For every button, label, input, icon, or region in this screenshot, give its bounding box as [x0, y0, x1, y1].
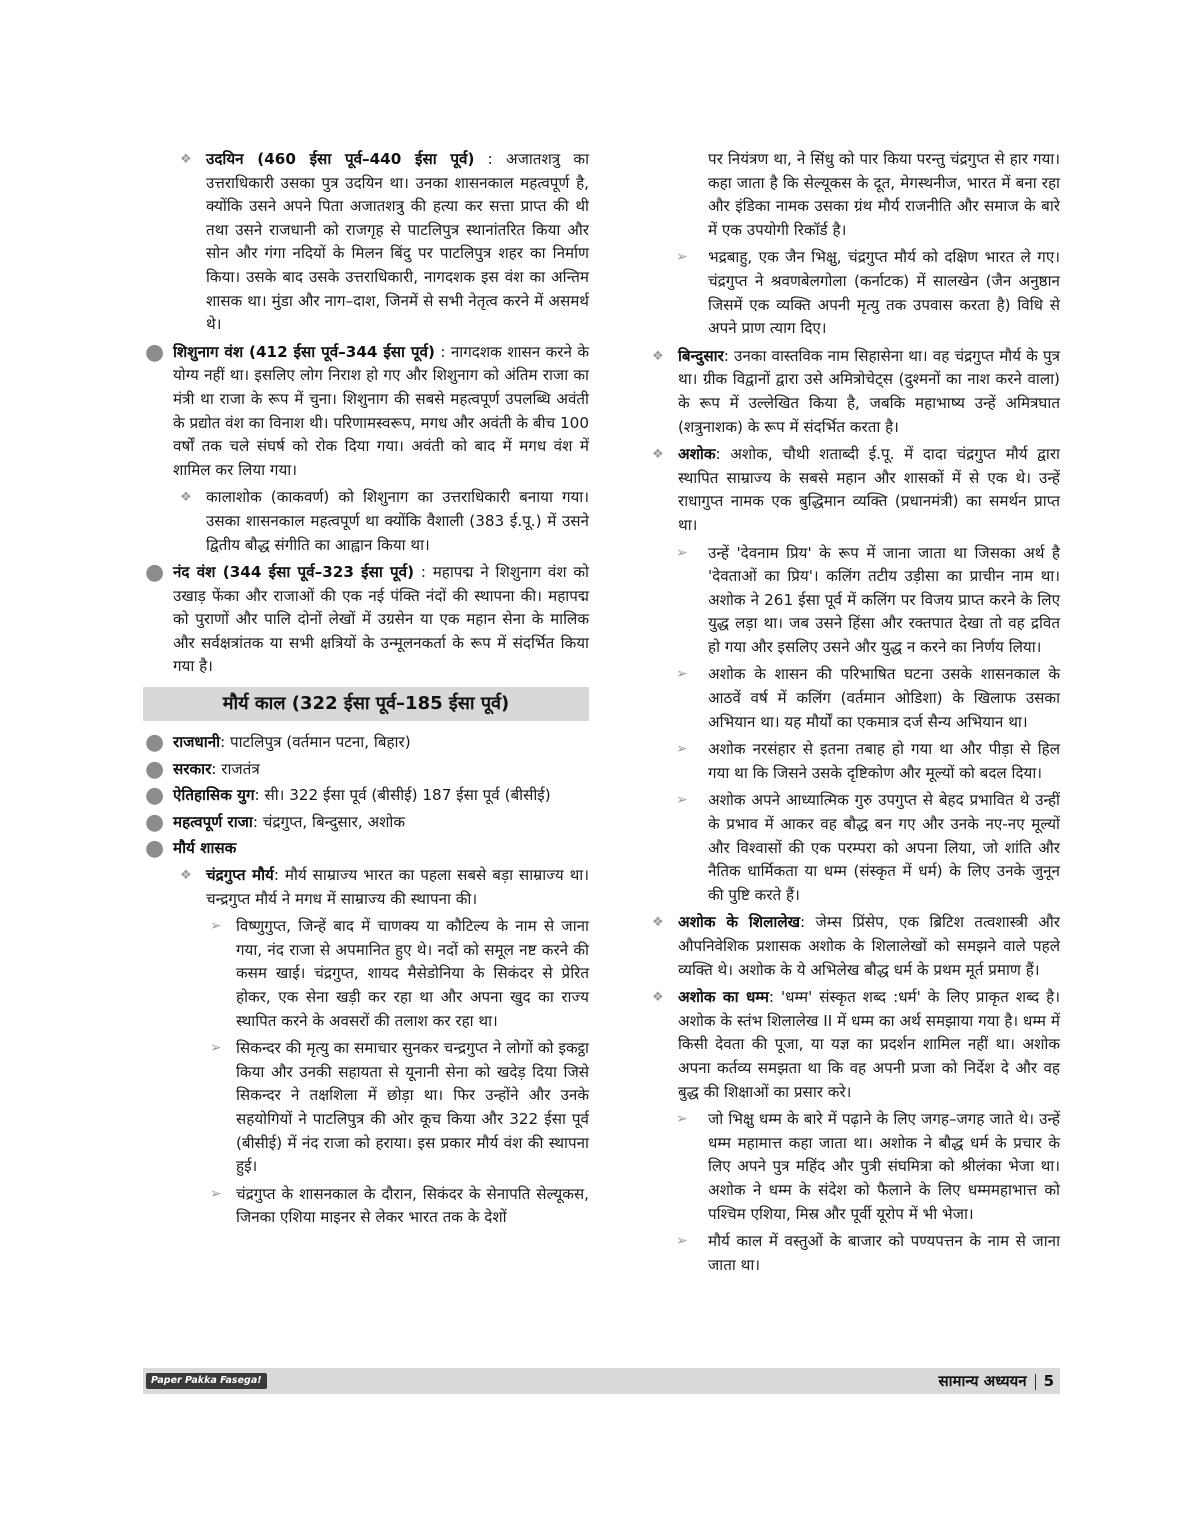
dot-bullet-icon: ●: [145, 730, 165, 756]
dhamma-point-1-text: जो भिक्षु धम्म के बारे में पढ़ाने के लिए जगह–जगह जाते थे। उन्हें धम्म महामात्त कहा जाता था। अशोक ने बौद्ध धर्म के प्रचार के लिए अपने पुत्र महिंद और पुत्री संघमित्रा को श्रीलंका भेजा था। अशोक ने धम्म के संदेश को फैलाने के लिए धम्ममहाभात्त को पश्चिम एशिया, मिस्र और पूर्वी यूरोप में भी भेजा।: [708, 1110, 1060, 1223]
right-column: [648, 148, 1060, 1281]
star-bullet-icon: ❖: [180, 868, 192, 884]
ashoka-point-4: [648, 789, 1060, 907]
ashoka-heading: अशोक: [678, 445, 716, 464]
ashoka-point-2-text: अशोक के शासन की परिभाषित घटना उसके शासनकाल के आठवें वर्ष में कलिंग (वर्तमान ओडिशा) के खिलाफ उसका अभियान था। यह मौर्यों का एकमात्र दर्ज सैन्य अभियान था।: [708, 665, 1060, 731]
ashoka-point-3: [648, 738, 1060, 785]
ashoka-point-3-text: अशोक नरसंहार से इतना तबाह हो गया था और पीड़ा से हिल गया था कि जिसने उसके दृष्टिकोण और मूल्यों को बदल दिया।: [708, 740, 1060, 782]
shishunag-heading: शिशुनाग वंश (412 ईसा पूर्व–344 ईसा पूर्व): [173, 342, 435, 361]
ashoka-point-1-text: उन्हें 'देवनाम प्रिय' के रूप में जाना जाता था जिसका अर्थ है 'देवताओं का प्रिय'। कलिंग तटीय उड़ीसा का प्राचीन नाम था। अशोक ने 261 ईसा पूर्व में कलिंग पर विजय प्राप्त करने के लिए युद्ध लड़ा था। जब उसने हिंसा और रक्तपात देखा तो वह द्रवित हो गया और इसलिए उसने और युद्ध न करने का निर्णय लिया।: [708, 543, 1060, 656]
page-number: 5: [1043, 1372, 1054, 1390]
chandragupta-point-1-text: विष्णुगुप्त, जिन्हें बाद में चाणक्य या कौटिल्य के नाम से जाना गया, नंद राजा से अपमानित हुए थे। नदों को समूल नष्ट करने की कसम खाई। चंद्रगुप्त, शायद मैसेडोनिया के सिकंदर से प्रेरित होकर, एक सेना खड़ी कर रहा था और अपना खुद का राज्य स्थापित करने के अवसरों की तलाश कर रहा था।: [236, 917, 589, 1030]
kings-label: महत्वपूर्ण राजा: [173, 812, 253, 831]
dot-bullet-icon: ●: [145, 809, 165, 835]
capital-text: : पाटलिपुत्र (वर्तमान पटना, बिहार): [220, 733, 411, 752]
arrow-bullet-icon: ➢: [210, 1040, 222, 1057]
era-label: ऐतिहासिक युग: [173, 786, 255, 805]
chandragupta-point-3: [206, 1183, 589, 1230]
era-text: : सी। 322 ईसा पूर्व (बीसीई) 187 ईसा पूर्व (बीसीई): [254, 786, 551, 805]
star-bullet-icon: ❖: [652, 990, 664, 1006]
dot-bullet-icon: ●: [145, 560, 165, 586]
government-text: : राजतंत्र: [211, 759, 260, 778]
star-bullet-icon: ❖: [652, 348, 664, 364]
chandragupta-point-4: [648, 246, 1060, 340]
edicts-entry: [648, 911, 1060, 982]
dhamma-heading: अशोक का धम्म: [678, 988, 769, 1007]
dot-bullet-icon: ●: [145, 783, 165, 809]
chandragupta-point-1: [206, 915, 589, 1033]
chandragupta-entry: [176, 864, 589, 911]
kalashok-text: कालाशोक (काकवर्ण) को शिशुनाग का उत्तराधिकारी बनाया गया। उसका शासनकाल महत्वपूर्ण था क्योंकि वैशाली (383 ई.पू.) में उसने द्वितीय बौद्ध संगीति का आह्वान किया था।: [206, 488, 589, 554]
dot-bullet-icon: ●: [145, 339, 165, 365]
chandragupta-heading: चंद्रगुप्त मौर्य: [206, 866, 274, 885]
capital-label: राजधानी: [173, 733, 221, 752]
footer-divider: [1035, 1374, 1036, 1390]
page-footer: [143, 1368, 1060, 1394]
publisher-logo: Paper Pakka Fasega!: [146, 1373, 267, 1389]
chandragupta-point-2-text: सिकन्दर की मृत्यु का समाचार सुनकर चन्द्रगुप्त ने लोगों को इकट्ठा किया और उनकी सहायता से यूनानी सेना को खदेड़ दिया जिसे सिकन्दर ने तक्षशिला में छोड़ा था। फिर उन्होंने और उनके सहयोगियों ने पाटलिपुत्र की ओर कूच किया और 322 ईसा पूर्व (बीसीई) में नंद राजा को हराया। इस प्रकार मौर्य वंश की स्थापना हुई।: [236, 1039, 589, 1176]
star-bullet-icon: ❖: [652, 447, 664, 463]
chandragupta-point-2: [206, 1037, 589, 1179]
ashoka-point-2: [648, 663, 1060, 734]
dot-bullet-icon: ●: [145, 756, 165, 782]
kings-text: : चंद्रगुप्त, बिन्दुसार, अशोक: [252, 812, 406, 831]
arrow-bullet-icon: ➢: [676, 741, 688, 758]
kalashok-entry: [176, 486, 589, 557]
shishunag-entry: [143, 341, 589, 483]
dhamma-point-1: [648, 1108, 1060, 1226]
nand-entry: [143, 561, 589, 679]
ashoka-entry: [648, 443, 1060, 537]
arrow-bullet-icon: ➢: [676, 1233, 688, 1250]
dot-bullet-icon: ●: [145, 836, 165, 862]
arrow-bullet-icon: ➢: [210, 1185, 222, 1202]
arrow-bullet-icon: ➢: [210, 918, 222, 935]
chandragupta-text: : मौर्य साम्राज्य भारत का पहला सबसे बड़ा साम्राज्य था। चन्द्रगुप्त मौर्य ने मगध में साम्राज्य की स्थापना की।: [206, 866, 589, 908]
arrow-bullet-icon: ➢: [676, 792, 688, 809]
nand-heading: नंद वंश (344 ईसा पूर्व–323 ईसा पूर्व): [173, 563, 415, 582]
arrow-bullet-icon: ➢: [676, 666, 688, 683]
rulers-entry: [143, 837, 589, 861]
dhamma-text: : 'धम्म' संस्कृत शब्द :धर्म' के लिए प्राकृत शब्द है। अशोक के स्तंभ शिलालेख II में धम्म का अर्थ समझाया गया है। धम्म में किसी देवता की पूजा, या यज्ञ का प्रदर्शन शामिल नहीं था। अशोक अपना कर्तव्य समझता था कि वह अपनी प्रजा को निर्देश दे और वह बुद्ध की शिक्षाओं का प्रसार करे।: [678, 988, 1060, 1101]
star-bullet-icon: ❖: [652, 915, 664, 931]
chandragupta-point-3-text: चंद्रगुप्त के शासनकाल के दौरान, सिकंदर के सेनापति सेल्यूकस, जिनका एशिया माइनर से लेकर भारत तक के देशों: [236, 1184, 589, 1227]
subject-label: सामान्य अध्ययन: [938, 1372, 1027, 1390]
government-label: सरकार: [173, 759, 212, 778]
chandragupta-point-4-text: भद्रबाहु, एक जैन भिक्षु, चंद्रगुप्त मौर्य को दक्षिण भारत ले गए। चंद्रगुप्त ने श्रवणबेलगोला (कर्नाटक) में सालखेन (जैन अनुष्ठान जिसमें एक व्यक्ति अपनी मृत्यु तक उपवास करता है) विधि से अपने प्राण त्याग दिए।: [708, 248, 1060, 338]
mauryan-section-heading: मौर्य काल (322 ईसा पूर्व–185 ईसा पूर्व): [143, 687, 589, 721]
government-entry: [143, 758, 589, 782]
ashoka-text: : अशोक, चौथी शताब्दी ई.पू. में दादा चंद्रगुप्त मौर्य द्वारा स्थापित साम्राज्य के सबसे महान और शासकों में से एक थे। उन्हें राधागुप्त नामक एक बुद्धिमान व्यक्ति (प्रधानमंत्री) का समर्थन प्राप्त था।: [678, 445, 1060, 534]
bindusara-text: : उनका वास्तविक नाम सिहासेना था। वह चंद्रगुप्त मौर्य के पुत्र था। ग्रीक विद्वानों द्वारा उसे अमित्रोचेट्स (दुश्मनों का नाश करने वाला) के रूप में उल्लेखित किया है, जबकि महाभाष्य उन्हें अमित्रघात (शत्रुनाशक) के रूप में संदर्भित करता है।: [678, 346, 1060, 436]
left-column: [143, 148, 589, 1234]
nand-text: : महापद्म ने शिशुनाग वंश को उखाड़ फेंका और राजाओं की एक नई पंक्ति नंदों की स्थापना की। महापद्म को पुराणों और पालि दोनों लेखों में उग्रसेन या एक महान सेना के मालिक और सर्वक्षत्रांतक या सभी क्षत्रियों के उन्मूलनकर्ता के रूप में संदर्भित किया गया है।: [173, 563, 589, 676]
udayin-entry: [176, 148, 589, 337]
era-entry: [143, 784, 589, 808]
bindusara-entry: [648, 345, 1060, 439]
udayin-text: : अजातशत्रु का उत्तराधिकारी उसका पुत्र उदयिन था। उनका शासनकाल महत्वपूर्ण है, क्योंकि उसने अपने पिता अजातशत्रु की हत्या कर सत्ता प्राप्त की थी तथा उसने राजधानी को राजगृह से पाटलिपुत्र स्थानांतरित किया और सोन और गंगा नदियों के मिलन बिंदु पर पाटलिपुत्र शहर का निर्माण किया। उसके बाद उसके उत्तराधिकारी, नागदशक इस वंश का अन्तिम शासक था। मुंडा और नाग–दाश, जिनमें से सभी नेतृत्व करने में असमर्थ थे।: [206, 150, 590, 334]
bindusara-heading: बिन्दुसार: [678, 346, 724, 365]
arrow-bullet-icon: ➢: [676, 249, 688, 266]
ashoka-point-1: [648, 542, 1060, 660]
footer-right: [939, 1368, 1055, 1394]
rulers-label: मौर्य शासक: [173, 839, 237, 858]
dhamma-point-2-text: मौर्य काल में वस्तुओं के बाजार को पण्यपत्तन के नाम से जाना जाता था।: [708, 1232, 1060, 1274]
chandragupta-point-3-continued-text: पर नियंत्रण था, ने सिंधु को पार किया परन्तु चंद्रगुप्त से हार गया। कहा जाता है कि सेल्यूकस के दूत, मेगस्थनीज, भारत में बना रहा और इंडिका नामक उसका ग्रंथ मौर्य राजनीति और समाज के बारे में एक उपयोगी रिकॉर्ड है।: [708, 150, 1060, 239]
star-bullet-icon: ❖: [180, 152, 192, 167]
ashoka-point-4-text: अशोक अपने आध्यात्मिक गुरु उपगुप्त से बेहद प्रभावित थे उन्हीं के प्रभाव में आकर वह बौद्ध बन गए और उनके नए-नए मूल्यों और विश्वासों की एक परम्परा को अपना लिया, जो शांति और नैतिक धार्मिकता या धम्म (संस्कृत में धर्म) के लिए उनके जुनून की पुष्टि करते हैं।: [708, 791, 1060, 904]
star-bullet-icon: ❖: [180, 490, 192, 506]
shishunag-text: : नागदशक शासन करने के योग्य नहीं था। इसलिए लोग निराश हो गए और शिशुनाग को अंतिम राजा का मंत्री था राजा के रूप में चुना। शिशुनाग की सबसे महत्वपूर्ण उपलब्धि अवंती के प्रद्योत वंश का विनाश थी। परिणामस्वरूप, मगध और अवंती के बीच 100 वर्षों तक चले संघर्ष को रोक दिया गया। अवंती को बाद में मगध वंश में शामिल कर लिया गया।: [173, 342, 589, 479]
kings-entry: [143, 811, 589, 835]
capital-entry: [143, 731, 589, 755]
chandragupta-point-3-continued: [648, 148, 1060, 242]
dhamma-entry: [648, 986, 1060, 1104]
edicts-text: : जेम्स प्रिंसेप, एक ब्रिटिश तत्वशास्त्री और औपनिवेशिक प्रशासक अशोक के शिलालेखों को समझने वाले पहले व्यक्ति थे। अशोक के ये अभिलेख बौद्ध धर्म के प्रथम मूर्त प्रमाण हैं।: [678, 913, 1061, 979]
edicts-heading: अशोक के शिलालेख: [678, 913, 801, 932]
arrow-bullet-icon: ➢: [676, 544, 688, 561]
arrow-bullet-icon: ➢: [676, 1111, 688, 1128]
udayin-heading: उदयिन (460 ईसा पूर्व–440 ईसा पूर्व): [206, 150, 475, 168]
dhamma-point-2: [648, 1230, 1060, 1277]
